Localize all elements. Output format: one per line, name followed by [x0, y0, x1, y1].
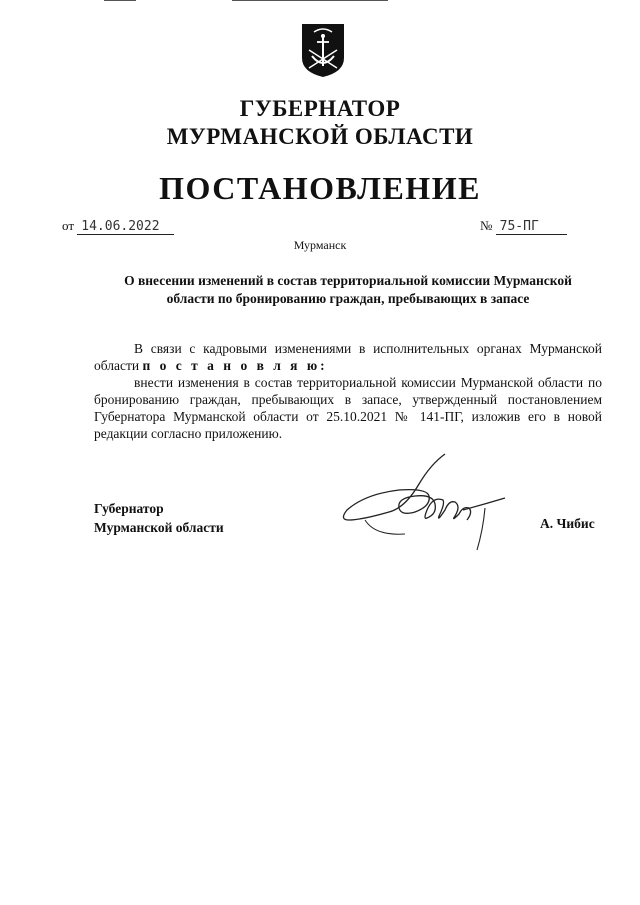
subject-line-2: области по бронированию граждан, пребывающих в запасе: [166, 291, 530, 306]
date-prefix: от: [62, 218, 75, 233]
top-scan-line-right: [232, 0, 388, 1]
signatory-name: А. Чибис: [540, 516, 595, 531]
document-subject: [92, 272, 604, 308]
number-prefix: №: [480, 218, 493, 233]
decision-paragraph: внести изменения в состав территориальной комиссии Мурманской области по бронированию граждан, пребывающих в запасе, утвержденный постановлением Губернатора Мурманской области от 25.10.2021 № 141-ПГ, изложив его в новой редакции согласно приложению.: [94, 375, 602, 441]
governor-title: ГУБЕРНАТОР: [239, 96, 401, 121]
document-type-title: ПОСТАНОВЛЕНИЕ: [159, 170, 481, 206]
position-line-1: Губернатор: [94, 501, 164, 516]
date-value: 14.06.2022: [77, 219, 173, 235]
top-scan-line-left: [104, 0, 136, 1]
document-number: [480, 218, 567, 235]
intro-text: В связи с кадровыми изменениями в исполнительных органах Мурманской области: [94, 341, 602, 373]
position-line-2: Мурманской области: [94, 520, 224, 535]
intro-paragraph: [94, 340, 602, 374]
signatory-position: [94, 499, 224, 537]
number-value: 75-ПГ: [496, 219, 567, 235]
region-title: МУРМАНСКОЙ ОБЛАСТИ: [166, 124, 474, 149]
handwritten-signature: [335, 450, 515, 560]
document-body: [94, 340, 602, 442]
coat-of-arms-icon: [300, 22, 346, 78]
city-name: Мурманск: [293, 238, 347, 252]
document-date: [62, 218, 174, 235]
subject-line-1: О внесении изменений в состав территориальной комиссии Мурманской: [124, 273, 572, 288]
decree-word: п о с т а н о в л я ю:: [142, 358, 328, 373]
